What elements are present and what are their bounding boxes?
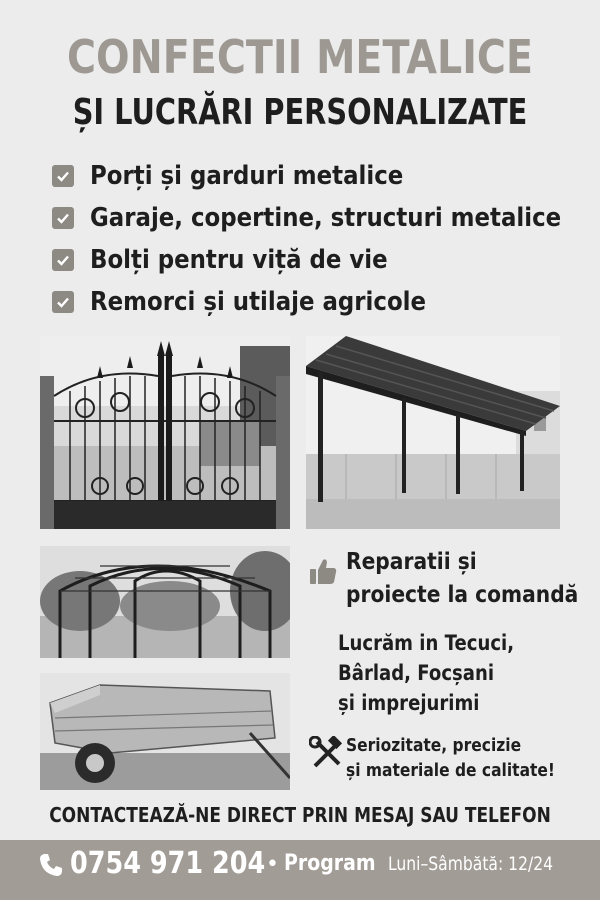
services-list bbox=[52, 155, 600, 323]
carport-photo bbox=[306, 336, 560, 529]
repairs-line-1: Reparatii și bbox=[346, 549, 477, 575]
quality-line-1: Seriozitate, precizie bbox=[346, 735, 522, 756]
program-label: Program bbox=[284, 851, 376, 876]
footer-bar bbox=[0, 840, 600, 900]
service-area-text bbox=[338, 628, 514, 718]
service-label: Bolți pentru viță de vie bbox=[90, 245, 388, 275]
area-line-1: Lucrăm in Tecuci, bbox=[338, 631, 515, 655]
service-item bbox=[52, 239, 600, 281]
gate-photo bbox=[40, 336, 290, 529]
service-item bbox=[52, 155, 600, 197]
phone-icon bbox=[38, 852, 64, 878]
service-label: Porți și garduri metalice bbox=[90, 161, 404, 191]
checkbox-icon bbox=[52, 249, 74, 271]
contact-cta: CONTACTEAZĂ-NE DIRECT PRIN MESAJ SAU TELEFON bbox=[49, 803, 551, 827]
headline: CONFECTII METALICE bbox=[67, 30, 533, 84]
quality-line-2: și materiale de calitate! bbox=[346, 760, 555, 781]
service-item bbox=[52, 281, 600, 323]
hammer-wrench-icon bbox=[309, 736, 343, 770]
area-line-2: Bârlad, Focșani bbox=[338, 661, 495, 685]
checkbox-icon bbox=[52, 207, 74, 229]
vine-arbor-photo bbox=[40, 546, 290, 658]
trailer-photo bbox=[40, 673, 290, 790]
service-label: Remorci și utilaje agricole bbox=[90, 287, 427, 317]
service-label: Garaje, copertine, structuri metalice bbox=[90, 203, 562, 233]
phone-number[interactable]: 0754 971 204 bbox=[70, 846, 266, 881]
separator-dot: • bbox=[266, 852, 279, 877]
service-item bbox=[52, 197, 600, 239]
area-line-3: și imprejurimi bbox=[338, 691, 480, 715]
repairs-line-2: proiecte la comandă bbox=[346, 582, 579, 608]
thumbs-up-icon bbox=[309, 556, 337, 586]
repairs-text bbox=[346, 546, 578, 612]
subheadline: ȘI LUCRĂRI PERSONALIZATE bbox=[72, 92, 528, 133]
checkbox-icon bbox=[52, 291, 74, 313]
program-hours: Luni–Sâmbătă: 12/24 bbox=[388, 853, 554, 875]
quality-text bbox=[346, 733, 555, 783]
checkbox-icon bbox=[52, 165, 74, 187]
